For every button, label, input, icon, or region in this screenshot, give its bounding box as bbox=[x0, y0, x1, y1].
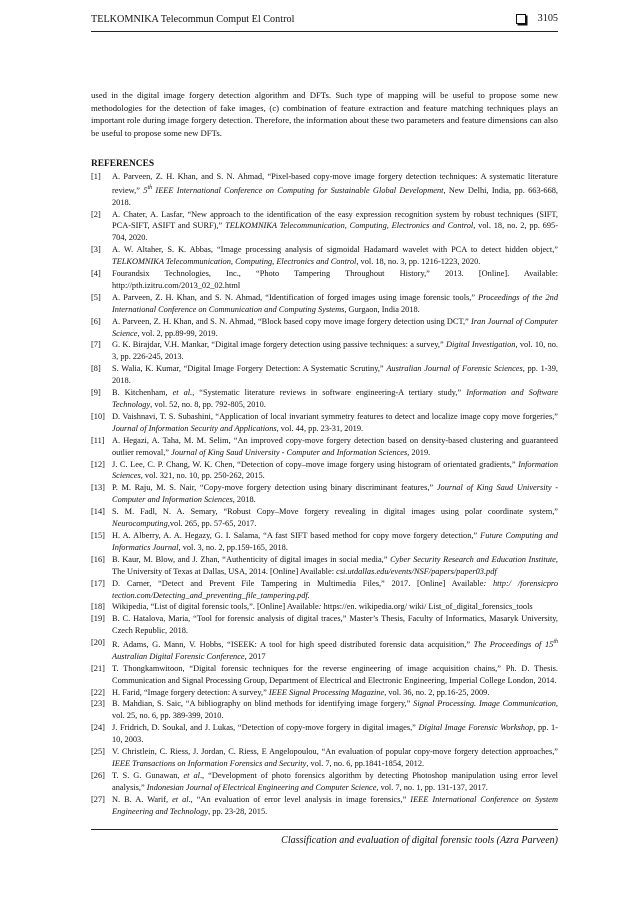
reference-number: [20] bbox=[91, 638, 105, 648]
footer-rule bbox=[91, 829, 558, 830]
reference-item bbox=[91, 601, 558, 613]
reference-text: J. Fridrich, D. Soukal, and J. Lukas, “Detection of copy-move forgery in digital images,” bbox=[112, 723, 419, 733]
reference-text: T. S. G. Gunawan, bbox=[112, 770, 184, 780]
reference-text: , New Delhi, India, pp. 663-668, 2018. bbox=[112, 185, 558, 207]
reference-item bbox=[91, 244, 558, 268]
reference-item bbox=[91, 482, 558, 506]
reference-item bbox=[91, 209, 558, 245]
reference-text: ,vol. 265, pp. 57-65, 2017. bbox=[167, 519, 257, 529]
reference-item bbox=[91, 411, 558, 435]
reference-text: S. Walia, K. Kumar, “Digital Image Forgery Detection: A Systematic Scrutiny,” bbox=[112, 364, 387, 374]
reference-text: A. Parveen, Z. H. Khan, and S. N. Ahmad, “Block based copy move image forgery detection using DCT,” bbox=[112, 316, 472, 326]
reference-item bbox=[91, 459, 558, 483]
reference-text: Australian Journal of Forensic Sciences bbox=[386, 364, 523, 374]
reference-text: B. Mahdian, S. Saic, “A bibliography on blind methods for identifying image forgery,” bbox=[112, 699, 414, 709]
reference-number: [5] bbox=[91, 292, 101, 302]
reference-text: G. K. Birajdar, V.H. Mankar, “Digital image forgery detection using passive techniques: a survey,” bbox=[112, 340, 446, 350]
reference-text: , pp. 1-39, 2018. bbox=[112, 364, 558, 386]
reference-item bbox=[91, 506, 558, 530]
square-icon bbox=[516, 14, 526, 24]
reference-number: [15] bbox=[91, 530, 105, 540]
reference-text: , 2017 bbox=[244, 651, 266, 661]
reference-text: 5 bbox=[143, 185, 148, 195]
journal-name: TELKOMNIKA Telecommun Comput El Control bbox=[91, 14, 295, 25]
reference-number: [23] bbox=[91, 699, 105, 709]
reference-number: [25] bbox=[91, 747, 105, 757]
reference-text: , 2018. bbox=[232, 495, 256, 505]
reference-item bbox=[91, 687, 558, 699]
reference-text: , “Systematic literature reviews in software engineering-A tertiary study,” bbox=[192, 388, 467, 398]
reference-number: [18] bbox=[91, 602, 105, 612]
reference-text: IEEE International Conference on Computing for Sustainable Global Development bbox=[152, 185, 444, 195]
reference-item bbox=[91, 292, 558, 316]
reference-number: [19] bbox=[91, 614, 105, 624]
reference-number: [17] bbox=[91, 578, 105, 588]
reference-text: , vol. 10, no. 3, pp. 226-245, 2013. bbox=[112, 340, 558, 362]
reference-item bbox=[91, 663, 558, 687]
reference-text: P. M. Raju, M. S. Nair, “Copy-move forgery detection using binary discriminant features,” bbox=[112, 483, 437, 493]
reference-text: N. B. A. Warif, bbox=[112, 794, 173, 804]
references-heading: REFERENCES bbox=[91, 159, 155, 169]
reference-item bbox=[91, 554, 558, 578]
reference-text: et al. bbox=[172, 388, 193, 398]
reference-text: Indonesian Journal of Electrical Engineering and Computer Science bbox=[146, 782, 377, 792]
reference-number: [10] bbox=[91, 411, 105, 421]
reference-text: https://en. wikipedia.org/ wiki/ List_of_digital_forensics_tools bbox=[321, 602, 533, 612]
reference-text: T. Thongkamwitoon, “Digital forensic techniques for the reverse engineering of image acquisition chains,” Ph. D. Thesis. Communication and Signal Processing Group, Department of Electrical and Electronic Engineering, Imperial College London, 2014. bbox=[112, 663, 558, 685]
reference-text: Journal of King Saud University - Computer and Information Sciences bbox=[171, 447, 408, 457]
reference-item bbox=[91, 746, 558, 770]
reference-text: , vol. 52, no. 8, pp. 792-805, 2010. bbox=[150, 400, 266, 409]
reference-text: , 2019. bbox=[407, 447, 431, 457]
reference-text: ., “Development of photo forensics algorithm by detecting Photoshop manipulation using error level analysis,” bbox=[112, 770, 558, 792]
reference-text: Wikipedia, “List of digital forensic tools,”. [Online] Available bbox=[112, 602, 319, 612]
reference-text: Signal Processing. Image Communication bbox=[413, 699, 556, 709]
reference-number: [7] bbox=[91, 340, 101, 350]
reference-text: TELKOMNIKA Telecommunication, Computing, Electronics and Control bbox=[112, 257, 357, 267]
reference-text: A. Chater, A. Lasfar, “New approach to the identification of the easy expression recognition system by robust techniques (SIFT, PCA-SIFT, ASIFT and SURF),” bbox=[112, 209, 558, 231]
reference-item bbox=[91, 578, 558, 602]
reference-text: D. Carner, “Detect and Prevent File Tampering in Multimedia Files,” 2017. [Online] Available bbox=[112, 578, 484, 588]
reference-text: , vol. 25, no. 6, pp. 389-399, 2010. bbox=[112, 699, 559, 721]
reference-number: [2] bbox=[91, 209, 101, 219]
reference-number: [8] bbox=[91, 364, 101, 374]
reference-item bbox=[91, 316, 558, 340]
reference-item bbox=[91, 722, 558, 746]
reference-text: IEEE Transactions on Information Forensics and Security bbox=[112, 758, 307, 768]
reference-text: B. Kitchenham, bbox=[112, 388, 173, 398]
reference-text: et al bbox=[172, 794, 189, 804]
reference-text: ., “An evaluation of error level analysis in image forensics,” bbox=[188, 794, 411, 804]
reference-number: [21] bbox=[91, 663, 105, 673]
reference-text: R. Adams, G. Mann, V. Hobbs, “ISEEK: A tool for high speed distributed forensic data acquisition,” bbox=[112, 639, 474, 649]
reference-text: H. Farid, “Image forgery detection: A survey,” bbox=[112, 687, 269, 697]
reference-text: , vol. 7, no. 1, pp. 131-137, 2017. bbox=[376, 782, 488, 792]
reference-text: The Proceedings of 15 bbox=[473, 639, 554, 649]
reference-text: th bbox=[147, 184, 153, 191]
reference-text: , vol. 321, no. 10, pp. 250-262, 2015. bbox=[140, 471, 265, 481]
reference-text: Iran Journal of Computer Science bbox=[112, 316, 558, 338]
reference-text: th bbox=[553, 639, 558, 646]
reference-text: A. Parveen, Z. H. Khan, and S. N. Ahmad, “Identification of forged images using image forensic tools,” bbox=[112, 292, 479, 302]
reference-text: , The University of Texas at Dallas, USA, 2014. [Online] Available: bbox=[112, 554, 558, 576]
reference-text: V. Christlein, C. Riess, J. Jordan, C. Riess, E Angelopoulou, “An evaluation of popular copy-move forgery detection approaches,” bbox=[112, 747, 558, 757]
reference-text: Australian Digital Forensic Conference bbox=[112, 651, 245, 661]
reference-text: J. C. Lee, C. P. Chang, W. K. Chen, “Detection of copy–move image forgery using histogram of orientated gradients,” bbox=[112, 459, 519, 469]
reference-item bbox=[91, 339, 558, 363]
reference-text: , pp. 23-28, 2015. bbox=[208, 806, 268, 816]
reference-text: , pp. 1-10, 2003. bbox=[112, 723, 559, 745]
reference-text: S. M. Fadl, N. A. Semary, “Robust Copy–Move forgery revealing in digital images using polar coordinate system,” bbox=[112, 507, 558, 517]
reference-number: [26] bbox=[91, 770, 105, 780]
reference-text: A. Hegazi, A. Taha, M. M. Selim, “An improved copy-move forgery detection based on density-based clustering and guaranteed outlier removal,” bbox=[112, 435, 558, 457]
reference-text: Proceedings of the 2nd International Conference on Communication and Computing Systems bbox=[112, 292, 558, 314]
reference-text: Digital Investigation bbox=[445, 340, 516, 350]
reference-number: [3] bbox=[91, 245, 101, 255]
reference-number: [16] bbox=[91, 554, 105, 564]
reference-number: [9] bbox=[91, 388, 101, 398]
reference-text: A. W. Altaher, S. K. Abbas, “Image processing analysis of sigmoidal Hadamard wavelet with PCA to detect hidden object,” bbox=[112, 245, 558, 255]
reference-text: Information Sciences bbox=[112, 459, 558, 481]
reference-number: [24] bbox=[91, 723, 105, 733]
reference-item bbox=[91, 794, 558, 818]
reference-number: [12] bbox=[91, 459, 105, 469]
reference-text: , vol. 18, no. 3, pp. 1216-1223, 2020. bbox=[356, 257, 481, 267]
reference-item bbox=[91, 363, 558, 387]
reference-text: TELKOMNIKA Telecommunication, Computing, Electronics and Control bbox=[225, 221, 474, 231]
reference-text: , Gurgaon, India 2018. bbox=[344, 304, 420, 314]
reference-text: , vol. 3, no. 2, pp.159-165, 2018. bbox=[178, 542, 288, 552]
reference-text: , vol. 44, pp. 23-31, 2019. bbox=[276, 423, 364, 433]
reference-item bbox=[91, 530, 558, 554]
reference-text: , vol. 7, no. 6, pp.1841-1854, 2012. bbox=[306, 758, 425, 768]
reference-number: [4] bbox=[91, 269, 101, 279]
reference-text: Journal of Information Security and Applications bbox=[112, 423, 277, 433]
reference-text: IEEE International Conference on System Engineering and Technology bbox=[112, 794, 558, 816]
running-footer: Classification and evaluation of digital forensic tools (Azra Parveen) bbox=[281, 835, 558, 846]
header-right bbox=[516, 13, 558, 24]
reference-number: [22] bbox=[91, 687, 105, 697]
page-number: 3105 bbox=[537, 13, 558, 24]
reference-text: et al bbox=[183, 770, 200, 780]
reference-item bbox=[91, 698, 558, 722]
reference-text: B. C. Hatalova, Maria, “Tool for forensic analysis of digital traces,” Master’s Thesis, Faculty of Informatics, Masaryk University, Czech Republic, 2018. bbox=[112, 614, 558, 636]
reference-number: [11] bbox=[91, 435, 105, 445]
reference-number: [6] bbox=[91, 316, 101, 326]
reference-text: Digital Image Forensic Workshop bbox=[418, 723, 534, 733]
intro-paragraph: used in the digital image forgery detection algorithm and DFTs. Such type of mapping will be useful to propose some new methodologies for the detection of fake images, (c) combination of feature extraction and feature matching techniques plays an important role during image forgery detection. Therefore, the information about these two parameters and feature dimensions can also be useful to propose some new DFTs. bbox=[91, 90, 558, 138]
reference-item bbox=[91, 171, 558, 209]
reference-item bbox=[91, 770, 558, 794]
reference-text: Cyber Security Research and Education Institute bbox=[390, 554, 556, 564]
reference-number: [27] bbox=[91, 794, 105, 804]
reference-text: , vol. 36, no. 2, pp.16-25, 2009. bbox=[384, 687, 490, 697]
reference-text: : bbox=[318, 602, 322, 612]
reference-text: Fourandsix Technologies, Inc., “Photo Tampering Throughout History,” 2013. [Online]. Available: http://pth.izitru.com/2013_02_02.html bbox=[112, 269, 558, 290]
reference-text: A. Parveen, Z. H. Khan, and S. N. Ahmad, “Pixel-based copy-move image forgery detection techniques: A systematic literature review,” bbox=[112, 172, 558, 195]
reference-text: csi.utdallas.edu/events/NSF/papers/paper03.pdf bbox=[336, 566, 497, 576]
reference-text: Journal of King Saud University - Computer and Information Sciences bbox=[112, 483, 559, 505]
reference-text: Neurocomputing bbox=[112, 519, 168, 529]
reference-number: [14] bbox=[91, 507, 105, 517]
reference-item bbox=[91, 435, 558, 459]
reference-number: [13] bbox=[91, 483, 105, 493]
reference-item bbox=[91, 637, 558, 663]
reference-text: H. A. Alberry, A. A. Hegazy, G. I. Salama, “A fast SIFT based method for copy move forgery detection,” bbox=[112, 530, 481, 540]
reference-text: , vol. 2, pp.89-99, 2019. bbox=[137, 328, 218, 338]
header-rule bbox=[91, 31, 558, 32]
reference-text: : http:/ /forensicpro tection.com/Detecting_and_preventing_file_tampering.pdf. bbox=[112, 578, 558, 600]
reference-text: Future Computing and Informatics Journal bbox=[112, 530, 558, 552]
reference-item bbox=[91, 387, 558, 411]
reference-text: D. Vaishnavi, T. S. Subashini, “Application of local invariant symmetry features to detect and localize image copy move forgeries,” bbox=[112, 411, 558, 421]
reference-item bbox=[91, 613, 558, 637]
references-list bbox=[91, 171, 558, 818]
reference-text: IEEE Signal Processing Magazine bbox=[268, 687, 385, 697]
reference-text: , vol. 18, no. 2, pp. 695-704, 2020. bbox=[112, 221, 558, 243]
reference-number: [1] bbox=[91, 172, 101, 181]
running-header bbox=[91, 11, 558, 27]
reference-text: B. Kaur, M. Blow, and J. Zhan, “Authenticity of digital images in social media,” bbox=[112, 554, 391, 564]
reference-item bbox=[91, 268, 558, 292]
reference-text: Information and Software Technology bbox=[112, 388, 558, 409]
